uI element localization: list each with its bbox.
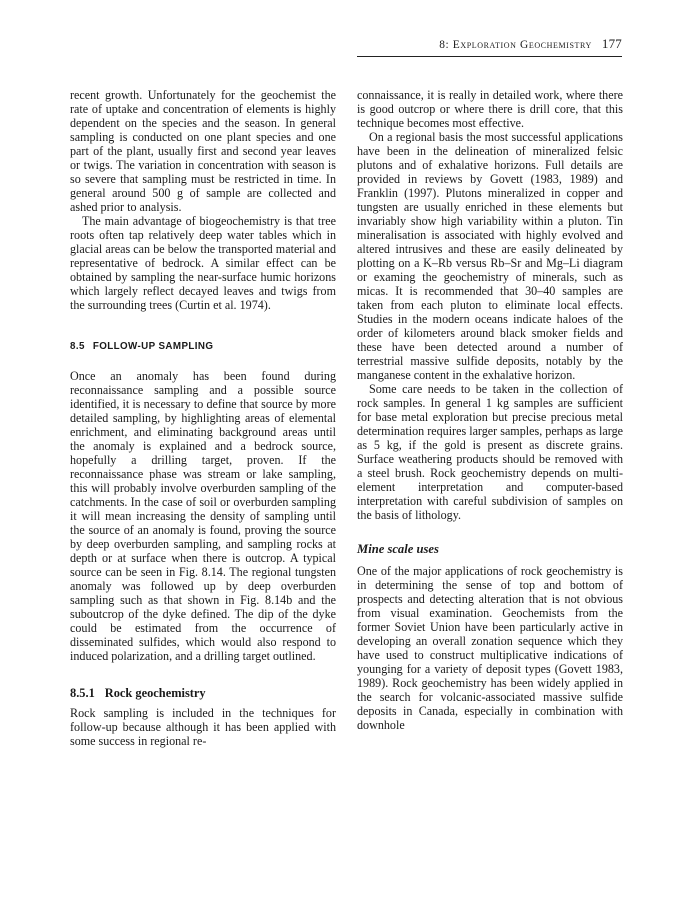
body-paragraph: Once an anomaly has been found during reconnaissance sampling and a possible source identified, it is necessary to define that source by more detailed sampling, by highlighting areas of elemental enrichment, and eliminating background areas until the anomaly is explained and a bedrock source, hopefully a drilling target, proven. If the reconnaissance phase was stream or lake sampling, this will probably involve overburden sampling of the catchments. In the case of soil or overburden sampling it will mean increasing the density of sampling until the source of an anomaly is found, proving the source by deep overburden sampling, and sampling rocks at depth or at surface when there is outcrop. A typical source can be seen in Fig. 8.14. The regional tungsten anomaly was followed up by deep overburden sampling such as that shown in Fig. 8.14b and the suboutcrop of the dyke defined. The dip of the dyke could be estimated from the occurrence of disseminated sulfides, which would also respond to induced polarization, and a drilling target outlined.	[70, 369, 336, 663]
body-paragraph: recent growth. Unfortunately for the geochemist the rate of uptake and concentration of elements is highly dependent on the species and the season. In general sampling is conducted on one plant species and one part of the plant, usually first and second year leaves or twigs. The variation in concentration with season is so severe that sampling must be restricted in time. In general around 500 g of sample are collected and ashed prior to analysis.	[70, 88, 336, 214]
running-head-chapter: 8: Exploration Geochemistry	[439, 39, 592, 51]
section-title: FOLLOW-UP SAMPLING	[92, 341, 214, 352]
running-head	[358, 36, 622, 52]
body-paragraph: Rock sampling is included in the techniques for follow-up because although it has been applied with some success in regional re-	[70, 706, 336, 748]
section-number: 8.5	[70, 341, 85, 352]
body-paragraph: One of the major applications of rock geochemistry is in determining the sense of top and bottom of prospects and detecting alteration that is not obvious from visual examination. Geochemists from the former Soviet Union have been particularly active in developing an overall zonation sequence which they have used to construct multiplicative indications of younging for a variety of deposit types (Govett 1983, 1989). Rock geochemistry has been widely applied in the search for volcanic-associated massive sulfide deposits in Canada, especially in combination with downhole	[357, 564, 623, 732]
right-column	[357, 88, 623, 732]
body-paragraph: On a regional basis the most successful applications have been in the delineation of mineralized felsic plutons and of exhalative horizons. Full details are provided in reviews by Govett (1983, 1989) and Franklin (1997). Plutons mineralized in copper and tungsten are usually enriched in these elements but invariably show high variability within a pluton. Tin mineralisation is associated with highly evolved and altered intrusives and these are easily delineated by plotting on a K–Rb versus Rb–Sr and Mg–Li diagram or examing the geochemistry of minerals, such as micas. It is recommended that 30–40 samples are taken from each pluton to eliminate local effects. Studies in the modern oceans indicate haloes of the order of kilometers around black smoker fields and these have been detected around a number of terrestrial massive sulfide deposits, notably by the manganese content in the exhalative horizon.	[357, 130, 623, 382]
left-column	[70, 88, 336, 748]
body-paragraph: The main advantage of biogeochemistry is that tree roots often tap relatively deep water tables which in glacial areas can be below the transported material and representative of bedrock. A similar effect can be obtained by sampling the near-surface humic horizons which largely reflect decayed leaves and twigs from the surrounding trees (Curtin et al. 1974).	[70, 214, 336, 312]
body-paragraph: connaissance, it is really in detailed work, where there is good outcrop or where there is drill core, that this technique becomes most effective.	[357, 88, 623, 130]
page-number: 177	[601, 36, 622, 51]
subsection-heading-italic: Mine scale uses	[357, 542, 439, 556]
subsection-heading	[70, 686, 336, 700]
section-heading	[70, 340, 336, 354]
body-paragraph: Some care needs to be taken in the collection of rock samples. In general 1 kg samples are sufficient for base metal exploration but precise precious metal determination requires larger samples, perhaps as large as 5 kg, if the gold is present as discrete grains. Surface weathering products should be removed with a steel brush. Rock geochemistry depends on multi-element interpretation and computer-based interpretation with careful subdivision of samples on the basis of lithology.	[357, 382, 623, 522]
subsection-number: 8.5.1	[70, 686, 95, 700]
header-rule	[357, 56, 622, 57]
subsection-title: Rock geochemistry	[104, 686, 206, 700]
